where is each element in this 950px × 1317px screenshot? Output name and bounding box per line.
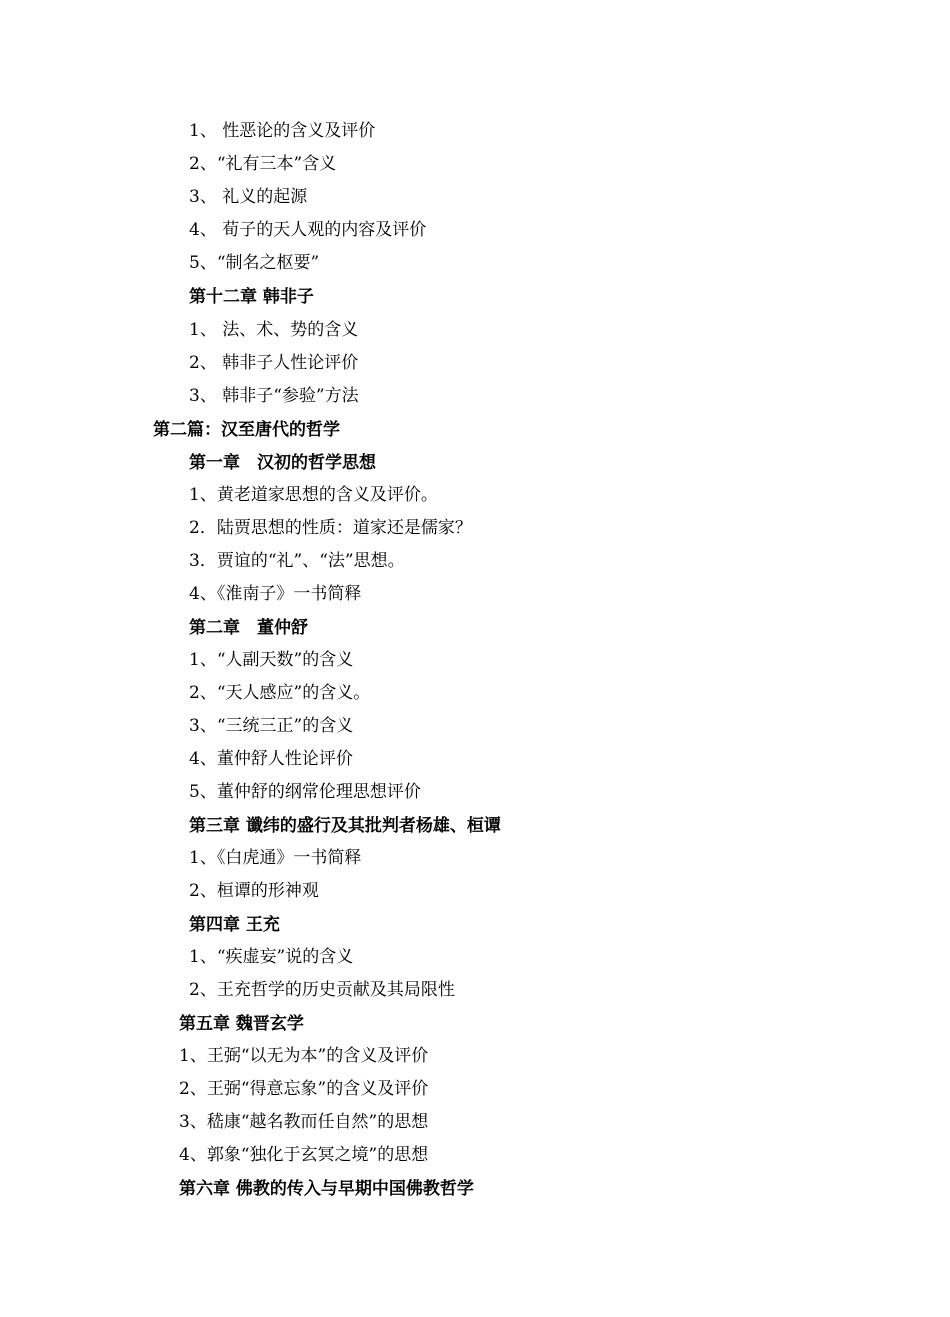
list-item: 2、桓谭的形神观 [189, 881, 319, 901]
list-item: 2、 韩非子人性论评价 [189, 353, 359, 373]
list-item: 1、 性恶论的含义及评价 [189, 121, 376, 141]
chapter-heading: 第六章 佛教的传入与早期中国佛教哲学 [179, 1179, 474, 1199]
list-item: 3、 韩非子“参验”方法 [189, 386, 359, 406]
list-item: 3、 礼义的起源 [189, 187, 308, 207]
list-item: 3．贾谊的“礼”、“法”思想。 [189, 551, 405, 571]
chapter-heading: 第三章 谶纬的盛行及其批判者杨雄、桓谭 [189, 816, 501, 836]
list-item: 1、王弼“以无为本”的含义及评价 [179, 1046, 429, 1066]
chapter-heading: 第二章 董仲舒 [189, 618, 308, 638]
list-item: 4、 荀子的天人观的内容及评价 [189, 220, 427, 240]
list-item: 3、“三统三正”的含义 [189, 716, 354, 736]
list-item: 4、郭象“独化于玄冥之境”的思想 [179, 1145, 429, 1165]
chapter-heading: 第四章 王充 [189, 915, 280, 935]
list-item: 4、董仲舒人性论评价 [189, 749, 353, 769]
chapter-heading: 第五章 魏晋玄学 [179, 1014, 304, 1034]
list-item: 1、《白虎通》一书简释 [189, 848, 362, 868]
list-item: 1、“疾虚妄”说的含义 [189, 947, 354, 967]
list-item: 4、《淮南子》一书简释 [189, 584, 362, 604]
list-item: 2、“天人感应”的含义。 [189, 683, 371, 703]
list-item: 1、黄老道家思想的含义及评价。 [189, 485, 438, 505]
list-item: 2、王充哲学的历史贡献及其局限性 [189, 980, 455, 1000]
chapter-heading: 第一章 汉初的哲学思想 [189, 453, 376, 473]
list-item: 3、嵇康“越名教而任自然”的思想 [179, 1112, 429, 1132]
part-heading: 第二篇：汉至唐代的哲学 [153, 420, 340, 440]
list-item: 2、王弼“得意忘象”的含义及评价 [179, 1079, 429, 1099]
list-item: 1、 法、术、势的含义 [189, 320, 359, 340]
chapter-heading: 第十二章 韩非子 [189, 287, 314, 307]
list-item: 5、“制名之枢要” [189, 253, 320, 273]
list-item: 2、“礼有三本”含义 [189, 154, 337, 174]
list-item: 2．陆贾思想的性质：道家还是儒家？ [189, 518, 472, 538]
list-item: 1、“人副天数”的含义 [189, 650, 354, 670]
list-item: 5、董仲舒的纲常伦理思想评价 [189, 782, 421, 802]
